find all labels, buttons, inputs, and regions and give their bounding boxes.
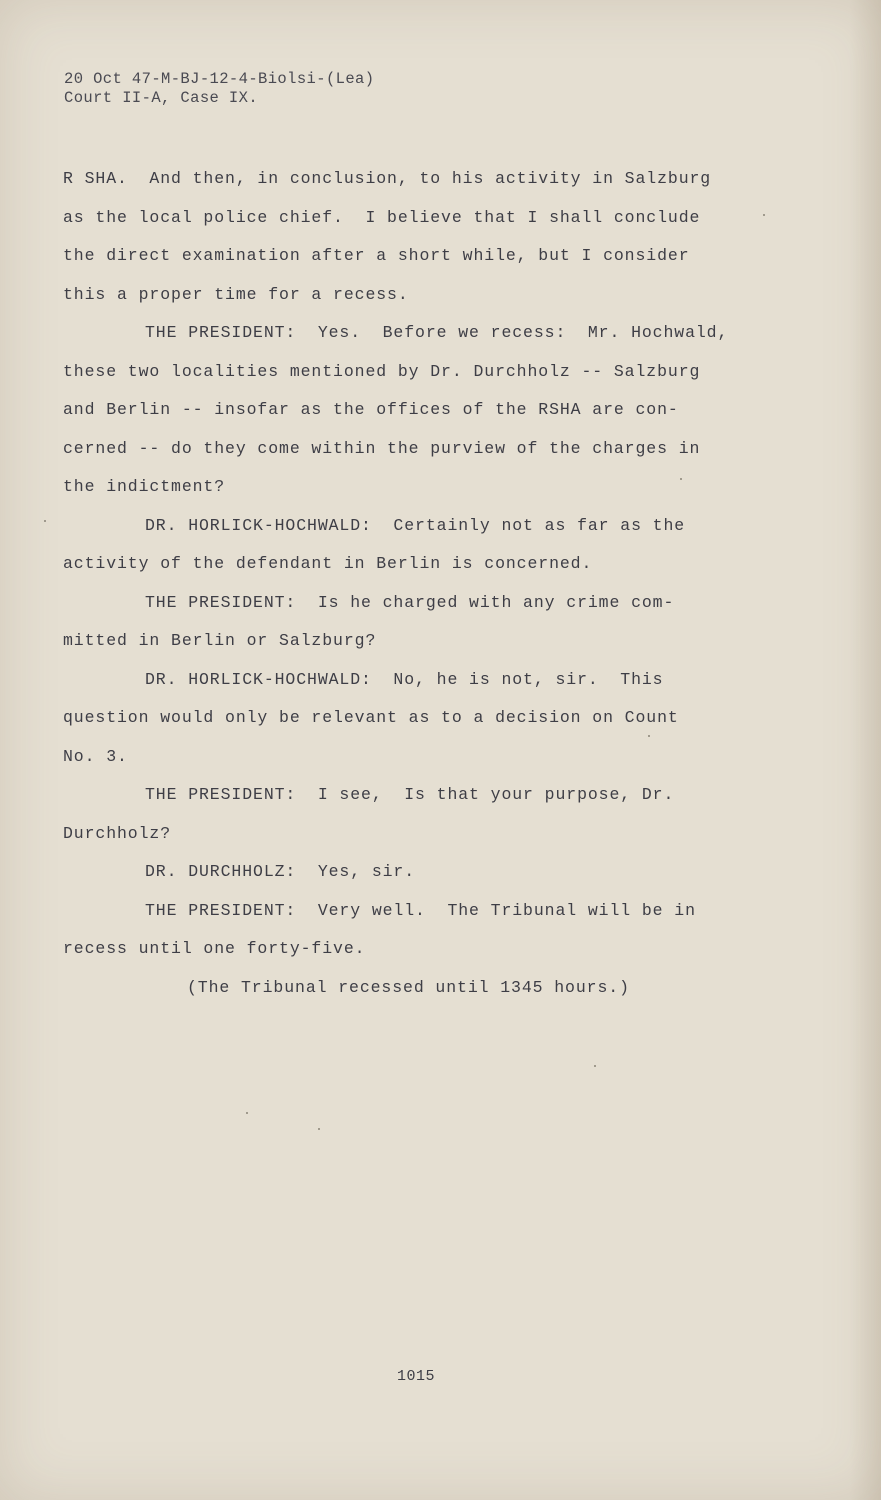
paper-speck	[594, 1065, 596, 1067]
transcript-line: these two localities mentioned by Dr. Durchholz -- Salzburg	[63, 361, 701, 381]
transcript-line: activity of the defendant in Berlin is concerned.	[63, 554, 593, 573]
recess-note: (The Tribunal recessed until 1345 hours.)	[187, 977, 630, 997]
transcript-line: and Berlin -- insofar as the offices of the RSHA are con-	[63, 400, 679, 419]
page-number: 1015	[397, 1368, 436, 1385]
transcript-line: recess until one forty-five.	[63, 939, 366, 958]
transcript-line-speaker: THE PRESIDENT: Is he charged with any crime com-	[145, 592, 675, 612]
transcript-line: this a proper time for a recess.	[63, 284, 409, 304]
paper-speck	[763, 214, 765, 216]
transcript-line-speaker: DR. DURCHHOLZ: Yes, sir.	[145, 862, 416, 881]
transcript-line-speaker: THE PRESIDENT: I see, Is that your purpose, Dr.	[145, 785, 675, 804]
page-edge-shadow	[849, 0, 881, 1500]
transcript-line-speaker: THE PRESIDENT: Very well. The Tribunal will be in	[145, 900, 696, 920]
paper-speck	[648, 735, 650, 737]
transcript-body	[63, 160, 783, 1007]
document-header	[64, 70, 374, 108]
header-court-line: Court II-A, Case IX.	[64, 89, 259, 107]
paper-speck	[318, 1128, 320, 1130]
transcript-line: Durchholz?	[63, 823, 172, 843]
transcript-line-speaker: DR. HORLICK-HOCHWALD: Certainly not as far as the	[145, 515, 686, 535]
transcript-line: No. 3.	[63, 746, 128, 766]
transcript-line: question would only be relevant as to a decision on Count	[63, 708, 679, 727]
transcript-line: mitted in Berlin or Salzburg?	[63, 631, 377, 650]
transcript-line-speaker: THE PRESIDENT: Yes. Before we recess: Mr. Hochwald,	[145, 323, 729, 342]
paper-speck	[680, 478, 682, 480]
transcript-line: R SHA. And then, in conclusion, to his activity in Salzburg	[63, 169, 712, 188]
transcript-line: the indictment?	[63, 477, 226, 496]
transcript-line: cerned -- do they come within the purview of the charges in	[63, 438, 701, 458]
transcript-line: the direct examination after a short while, but I consider	[63, 246, 690, 265]
transcript-line-speaker: DR. HORLICK-HOCHWALD: No, he is not, sir. This	[145, 669, 664, 689]
transcript-line: as the local police chief. I believe that I shall conclude	[63, 207, 701, 227]
paper-speck	[246, 1112, 248, 1114]
header-reference-line: 20 Oct 47-M-BJ-12-4-Biolsi-(Lea)	[64, 70, 375, 88]
paper-speck	[44, 520, 46, 522]
